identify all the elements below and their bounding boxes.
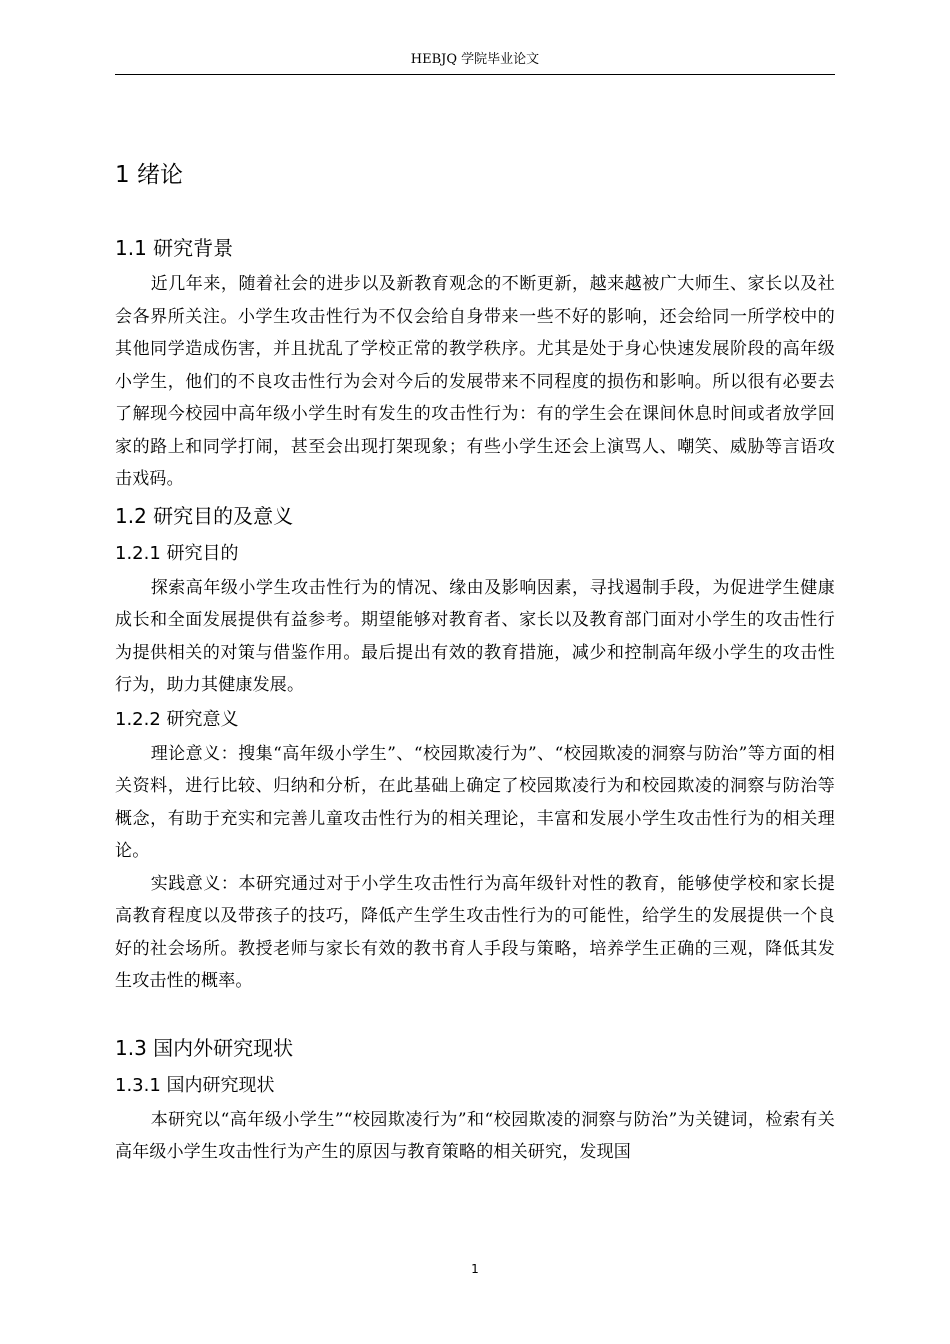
page-header: HEBJQ 学院毕业论文 xyxy=(410,52,540,67)
section-title-1-2: 1.2 研究目的及意义 xyxy=(115,503,294,528)
section-title-1-2-1: 1.2.1 研究目的 xyxy=(115,542,239,564)
document-body xyxy=(115,152,835,1169)
section-title-1-3: 1.3 国内外研究现状 xyxy=(115,1035,294,1060)
paragraph: 近几年来，随着社会的进步以及新教育观念的不断更新，越来越被广大师生、家长以及社会各界所关注。小学生攻击性行为不仅会给自身带来一些不好的影响，还会给同一所学校中的其他同学造成伤害，并且扰乱了学校正常的教学秩序。尤其是处于身心快速发展阶段的高年级小学生，他们的不良攻击性行为会对今后的发展带来不同程度的损伤和影响。所以很有必要去了解现今校园中高年级小学生时有发生的攻击性行为：有的学生会在课间休息时间或者放学回家的路上和同学打闹，甚至会出现打架现象；有些小学生还会上演骂人、嘲笑、威胁等言语攻击戏码。 xyxy=(115,274,835,489)
section-title-1-1: 1.1 研究背景 xyxy=(115,236,234,260)
section-title-1-3-1: 1.3.1 国内研究现状 xyxy=(115,1074,275,1096)
chapter-title: 1 绪论 xyxy=(115,162,183,188)
spacer xyxy=(115,998,835,1028)
section-title-1-2-2: 1.2.2 研究意义 xyxy=(115,708,239,730)
page-number: 1 xyxy=(471,1262,479,1276)
paragraph: 实践意义：本研究通过对于小学生攻击性行为高年级针对性的教育，能够使学校和家长提高教育程度以及带孩子的技巧，降低产生学生攻击性行为的可能性，给学生的发展提供一个良好的社会场所。教授老师与家长有效的教书育人手段与策略，培养学生正确的三观，降低其发生攻击性的概率。 xyxy=(115,873,835,991)
paragraph: 理论意义：搜集“高年级小学生”、“校园欺凌行为”、“校园欺凌的洞察与防治”等方面的相关资料，进行比较、归纳和分析，在此基础上确定了校园欺凌行为和校园欺凌的洞察与防治等概念，有助于充实和完善儿童攻击性行为的相关理论，丰富和发展小学生攻击性行为的相关理论。 xyxy=(115,743,835,861)
paragraph: 本研究以“高年级小学生”“校园欺凌行为”和“校园欺凌的洞察与防治”为关键词，检索有关高年级小学生攻击性行为产生的原因与教育策略的相关研究，发现国 xyxy=(115,1109,835,1162)
header-divider xyxy=(115,74,835,75)
paragraph: 探索高年级小学生攻击性行为的情况、缘由及影响因素，寻找遏制手段，为促进学生健康成长和全面发展提供有益参考。期望能够对教育者、家长以及教育部门面对小学生的攻击性行为提供相关的对策与借鉴作用。最后提出有效的教育措施，减少和控制高年级小学生的攻击性行为，助力其健康发展。 xyxy=(115,577,835,695)
